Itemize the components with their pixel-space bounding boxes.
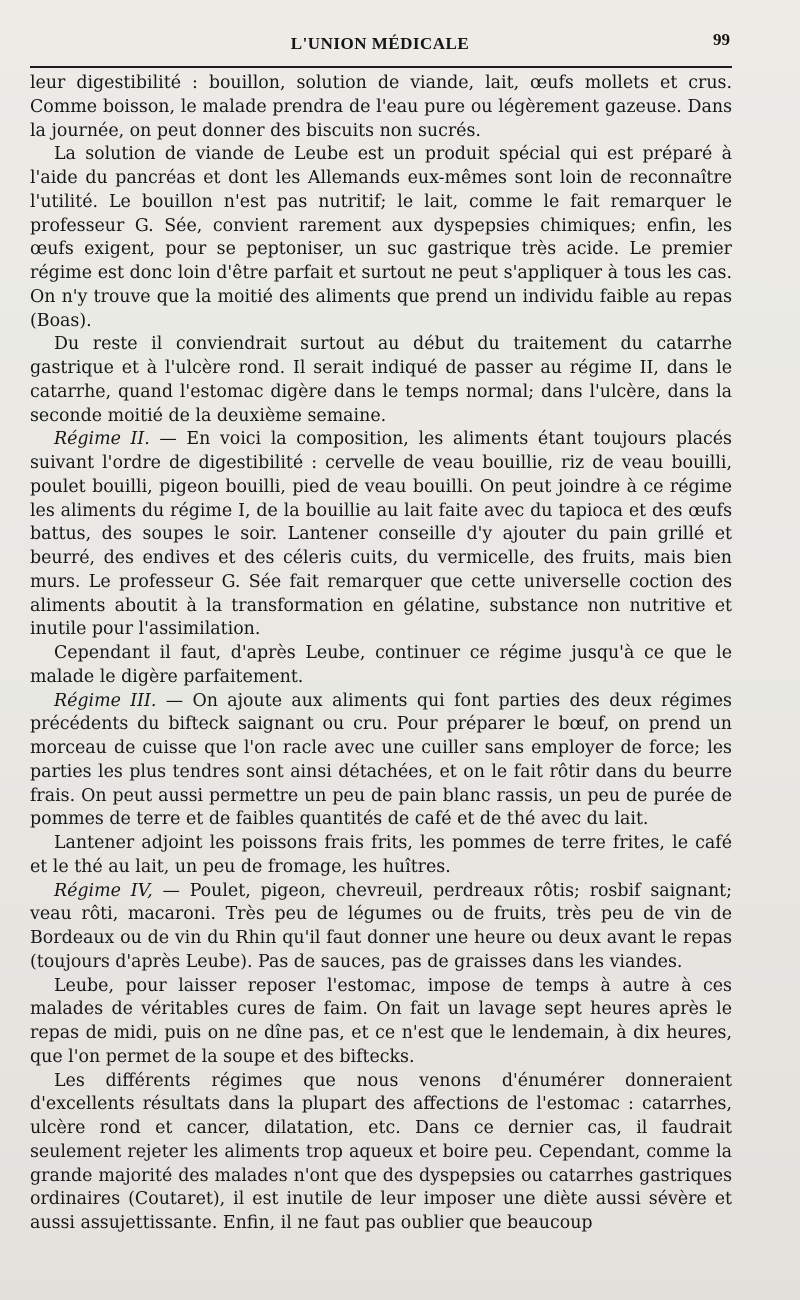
paragraph: [30, 72, 732, 143]
paragraph: [30, 428, 732, 642]
page-header: [30, 30, 730, 64]
paragraph: [30, 642, 732, 690]
paragraph: [30, 143, 732, 333]
paragraph-text: — En voici la composition, les aliments étant toujours placés suivant l'ordre de digestibilité : cervelle de veau bouillie, riz de veau bouilli, poulet bouilli, pigeon bouilli, pied de veau bouilli. On peut joindre à ce régime les aliments du régime I, de la bouillie au lait faite avec du tapioca et des œufs battus, des soupes le soir. Lantener conseille d'y ajouter du pain grillé et beurré, des endives et des céleris cuits, du vermicelle, des fruits, mais bien murs. Le professeur G. Sée fait remarquer que cette universelle coction des aliments aboutit à la transformation en gélatine, substance non nutritive et inutile pour l'assimilation.: [30, 429, 732, 640]
paragraph: [30, 690, 732, 833]
paragraph: [30, 333, 732, 428]
page-number: 99: [713, 30, 730, 49]
paragraph: [30, 880, 732, 975]
paragraph-text: Cependant il faut, d'après Leube, continuer ce régime jusqu'à ce que le malade le digère parfaitement.: [30, 643, 732, 687]
paragraph-text: — On ajoute aux aliments qui font parties des deux régimes précédents du bifteck saignant ou cru. Pour préparer le bœuf, on prend un morceau de cuisse que l'on racle avec une cuiller sans employer de force; les parties les plus tendres sont ainsi détachées, et on le fait rôtir dans du beurre frais. On peut aussi permettre un peu de pain blanc rassis, un peu de purée de pommes de terre et de faibles quantités de café et de thé avec du lait.: [30, 690, 732, 830]
paragraph-text: Leube, pour laisser reposer l'estomac, impose de temps à autre à ces malades de véritables cures de faim. On fait un lavage sept heures après le repas de midi, puis on ne dîne pas, et ce n'est que le lendemain, à dix heures, que l'on permet de la soupe et des biftecks.: [30, 975, 732, 1067]
paragraph-text: Les différents régimes que nous venons d'énumérer donneraient d'excellents résultats dans la plupart des affections de l'estomac : catarrhes, ulcère rond et cancer, dilatation, etc. Dans ce dernier cas, il faudrait seulement rejeter les aliments trop aqueux et boire peu. Cependant, comme la grande majorité des malades n'ont que des dyspepsies ou catarrhes gastriques ordinaires (Coutaret), il est inutile de leur imposer une diète aussi sévère et aussi assujettissante. Enfin, il ne faut pas oublier que beaucoup: [30, 1070, 732, 1233]
paragraph-text: La solution de viande de Leube est un produit spécial qui est préparé à l'aide du pancréas et dont les Allemands eux-mêmes sont loin de reconnaître l'utilité. Le bouillon n'est pas nutritif; le lait, comme le fait remarquer le professeur G. Sée, convient rarement aux dyspepsies chimiques; enfin, les œufs exigent, pour se peptoniser, un suc gastrique très acide. Le premier régime est donc loin d'être parfait et surtout ne peut s'appliquer à tous les cas. On n'y trouve que la moitié des aliments que prend un individu faible au repas (Boas).: [30, 144, 732, 331]
paragraph: [30, 1070, 732, 1236]
paragraph-text: — Poulet, pigeon, chevreuil, perdreaux rôtis; rosbif saignant; veau rôti, macaroni. Très peu de légumes ou de fruits, très peu de vin de Bordeaux ou de vin du Rhin qu'il faut donner une heure ou deux avant le repas (toujours d'après Leube). Pas de sauces, pas de graisses dans les viandes.: [30, 880, 732, 972]
header-rule: [30, 66, 732, 68]
paragraph-text: leur digestibilité : bouillon, solution de viande, lait, œufs mollets et crus. Comme boisson, le malade prendra de l'eau pure ou légèrement gazeuse. Dans la journée, on peut donner des biscuits non sucrés.: [30, 73, 732, 141]
regime-heading: Régime IV,: [54, 880, 153, 901]
paragraph: [30, 975, 732, 1070]
regime-heading: Régime III.: [54, 690, 157, 711]
paragraph-text: Du reste il conviendrait surtout au début du traitement du catarrhe gastrique et à l'ulcère rond. Il serait indiqué de passer au régime II, dans le catarrhe, quand l'estomac digère dans le temps normal; dans l'ulcère, dans la seconde moitié de la deuxième semaine.: [30, 334, 732, 426]
regime-heading: Régime II.: [54, 429, 150, 450]
running-title: L'UNION MÉDICALE: [290, 34, 470, 53]
paragraph: [30, 832, 732, 880]
paragraph-text: Lantener adjoint les poissons frais frits, les pommes de terre frites, le café et le thé au lait, un peu de fromage, les huîtres.: [30, 833, 732, 877]
article-body: [30, 72, 732, 1236]
